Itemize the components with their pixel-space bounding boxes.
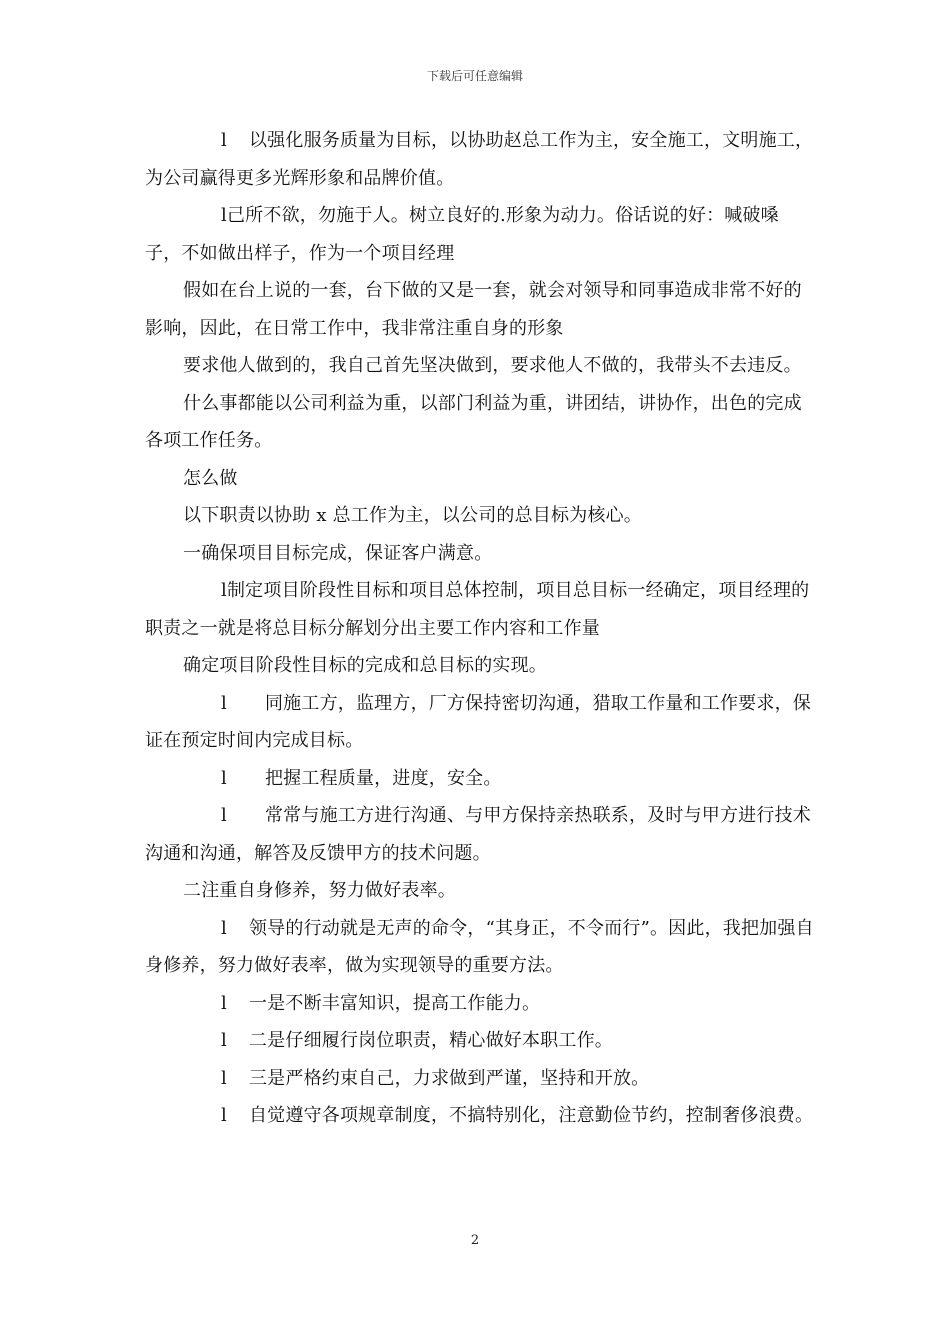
list-marker: l <box>221 692 227 714</box>
paragraph <box>145 910 815 985</box>
list-marker: l <box>221 767 227 789</box>
paragraph <box>145 535 815 573</box>
paragraph-text: 怎么做 <box>183 467 238 489</box>
paragraph-text: 自觉遵守各项规章制度，不搞特别化，注意勤俭节约，控制奢侈浪费。 <box>248 1105 814 1126</box>
paragraph-text: 己所不欲，勿施于人。树立良好的.形象为动力。俗话说的好：喊破嗓子，不如做出样子，作为一个项目经理 <box>145 205 779 264</box>
paragraph <box>145 872 815 910</box>
paragraph-text: 常常与施工方进行沟通、与甲方保持亲热联系，及时与甲方进行技术沟通和沟通，解答及反馈甲方的技术问题。 <box>145 805 811 864</box>
paragraph-text: 假如在台上说的一套，台下做的又是一套，就会对领导和同事造成非常不好的影响，因此，在日常工作中，我非常注重自身的形象 <box>145 280 802 339</box>
paragraph-text: 三是严格约束自己，力求做到严谨，坚持和开放。 <box>248 1067 650 1089</box>
paragraph-text: 领导的行动就是无声的命令，“其身正，不令而行”。因此，我把加强自身修养，努力做好表率，做为实现领导的重要方法。 <box>145 917 814 976</box>
paragraph-text: 把握工程质量，进度，安全。 <box>264 767 502 789</box>
list-marker: l <box>221 1030 227 1051</box>
paragraph <box>145 685 815 760</box>
list-marker: l <box>221 1105 227 1126</box>
paragraph <box>145 1022 815 1060</box>
paragraph-text: 一是不断丰富知识，提高工作能力。 <box>248 992 541 1014</box>
paragraph-text: 以下职责以协助 x 总工作为主，以公司的总目标为核心。 <box>183 505 642 526</box>
paragraph <box>145 572 815 647</box>
list-marker: l <box>221 805 227 826</box>
paragraph <box>145 197 815 272</box>
page-number: 2 <box>470 1233 480 1248</box>
paragraph <box>145 497 815 535</box>
list-marker: l <box>221 580 227 601</box>
paragraph <box>145 985 815 1023</box>
page-header: 下载后可任意编辑 <box>426 69 523 83</box>
paragraph-text: 什么事都能以公司利益为重，以部门利益为重，讲团结，讲协作，出色的完成各项工作任务。 <box>145 392 802 451</box>
list-marker: l <box>221 992 227 1014</box>
paragraph <box>145 1097 815 1135</box>
list-marker: l <box>221 130 227 151</box>
paragraph <box>145 1060 815 1098</box>
paragraph-text: 一确保项目目标完成，保证客户满意。 <box>183 542 493 564</box>
paragraph <box>145 760 815 798</box>
paragraph-text: 同施工方，监理方，厂方保持密切沟通，猎取工作量和工作要求，保证在预定时间内完成目标。 <box>145 692 811 751</box>
paragraph-text: 确定项目阶段性目标的完成和总目标的实现。 <box>183 655 547 676</box>
list-marker: l <box>221 205 227 226</box>
document-body <box>145 122 815 1135</box>
paragraph <box>145 460 815 498</box>
paragraph-text: 二是仔细履行岗位职责，精心做好本职工作。 <box>248 1030 613 1051</box>
paragraph <box>145 272 815 347</box>
paragraph-text: 二注重自身修养，努力做好表率。 <box>183 880 456 901</box>
paragraph-text: 制定项目阶段性目标和项目总体控制，项目总目标一经确定，项目经理的职责之一就是将总目标分解划分出主要工作内容和工作量 <box>145 580 810 639</box>
list-marker: l <box>221 1067 227 1089</box>
paragraph <box>145 122 815 197</box>
paragraph <box>145 385 815 460</box>
paragraph <box>145 647 815 685</box>
list-marker: l <box>221 917 227 939</box>
paragraph <box>145 347 815 385</box>
paragraph-text: 要求他人做到的，我自己首先坚决做到，要求他人不做的，我带头不去违反。 <box>183 355 802 376</box>
paragraph-text: 以强化服务质量为目标，以协助赵总工作为主，安全施工，文明施工，为公司赢得更多光辉形象和品牌价值。 <box>145 130 814 189</box>
paragraph <box>145 797 815 872</box>
